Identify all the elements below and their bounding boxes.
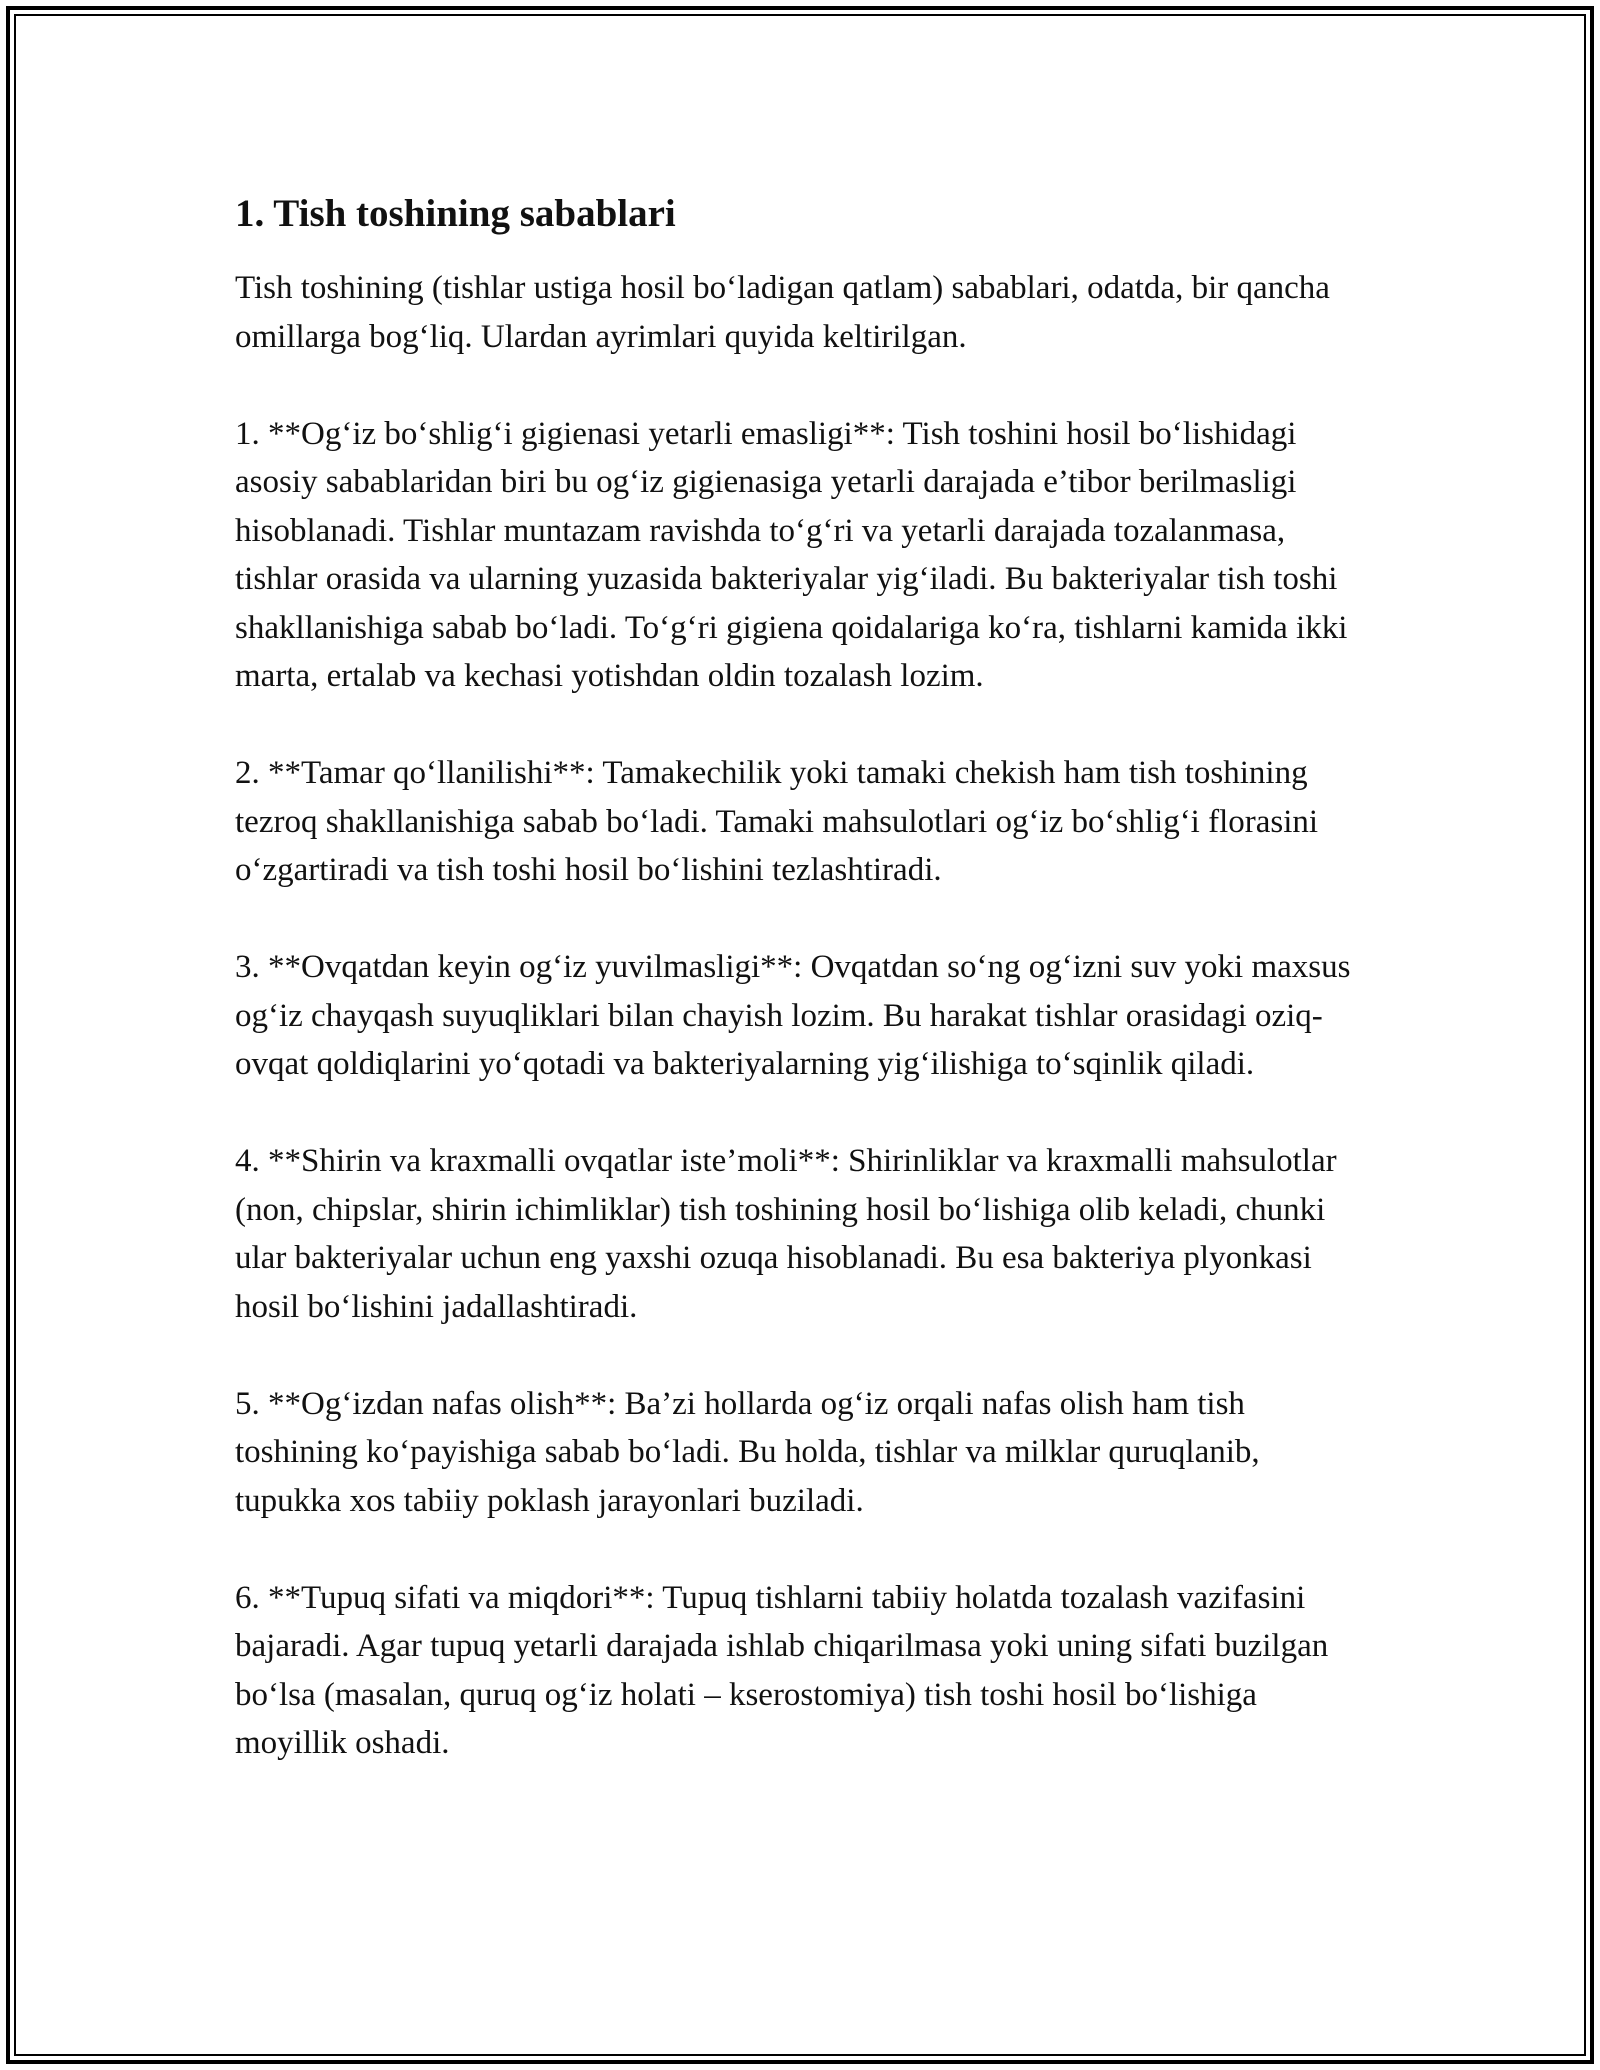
intro-paragraph: Tish toshining (tishlar ustiga hosil bo‘ladigan qatlam) sabablari, odatda, bir qancha omillarga bog‘liq. Ulardan ayrimlari quyida keltirilgan. [235, 270, 1330, 355]
list-item: 3. **Ovqatdan keyin og‘iz yuvilmasligi**: Ovqatdan so‘ng og‘izni suv yoki maxsus og‘iz chayqash suyuqliklari bilan chayish lozim. Bu harakat tishlar orasidagi oziq-ovqat qoldiqlarini yo‘qotadi va bakteriyalarning yig‘ilishiga to‘sqinlik qiladi. [235, 949, 1351, 1082]
list-item: 6. **Tupuq sifati va miqdori**: Tupuq tishlarni tabiiy holatda tozalash vazifasini bajaradi. Agar tupuq yetarli darajada ishlab chiqarilmasa yoki uning sifati buzilgan bo‘lsa (masalan, quruq og‘iz holati – kserostomiya) tish toshi hosil bo‘lishiga moyillik oshadi. [235, 1579, 1329, 1761]
list-item: 5. **Og‘izdan nafas olish**: Ba’zi hollarda og‘iz orqali nafas olish ham tish toshining ko‘payishiga sabab bo‘ladi. Bu holda, tishlar va milklar quruqlanib, tupukka xos tabiiy poklash jarayonlari buziladi. [235, 1385, 1260, 1519]
list-item: 4. **Shirin va kraxmalli ovqatlar iste’moli**: Shirinliklar va kraxmalli mahsulotlar (non, chipslar, shirin ichimliklar) tish toshining hosil bo‘lishiga olib keladi, chunki ular bakteriyalar uchun eng yaxshi ozuqa hisoblanadi. Bu esa bakteriya plyonkasi hosil bo‘lishini jadallashtiradi. [235, 1143, 1337, 1325]
document-body [235, 188, 1370, 1816]
document-title: 1. Tish toshining sabablari [235, 192, 676, 235]
list-item: 1. **Og‘iz bo‘shlig‘i gigienasi yetarli emasligi**: Tish toshini hosil bo‘lishidagi asosiy sabablaridan biri bu og‘iz gigienasiga yetarli darajada e’tibor berilmasligi hisoblanadi. Tishlar muntazam ravishda to‘g‘ri va yetarli darajada tozalanmasa, tishlar orasida va ularning yuzasida bakteriyalar yig‘iladi. Bu bakteriyalar tish toshi shakllanishiga sabab bo‘ladi. To‘g‘ri gigiena qoidalariga ko‘ra, tishlarni kamida ikki marta, ertalab va kechasi yotishdan oldin tozalash lozim. [235, 415, 1348, 694]
list-item: 2. **Tamar qo‘llanilishi**: Tamakechilik yoki tamaki chekish ham tish toshining tezroq shakllanishiga sabab bo‘ladi. Tamaki mahsulotlari og‘iz bo‘shlig‘i florasini o‘zgartiradi va tish toshi hosil bo‘lishini tezlashtiradi. [235, 755, 1319, 888]
